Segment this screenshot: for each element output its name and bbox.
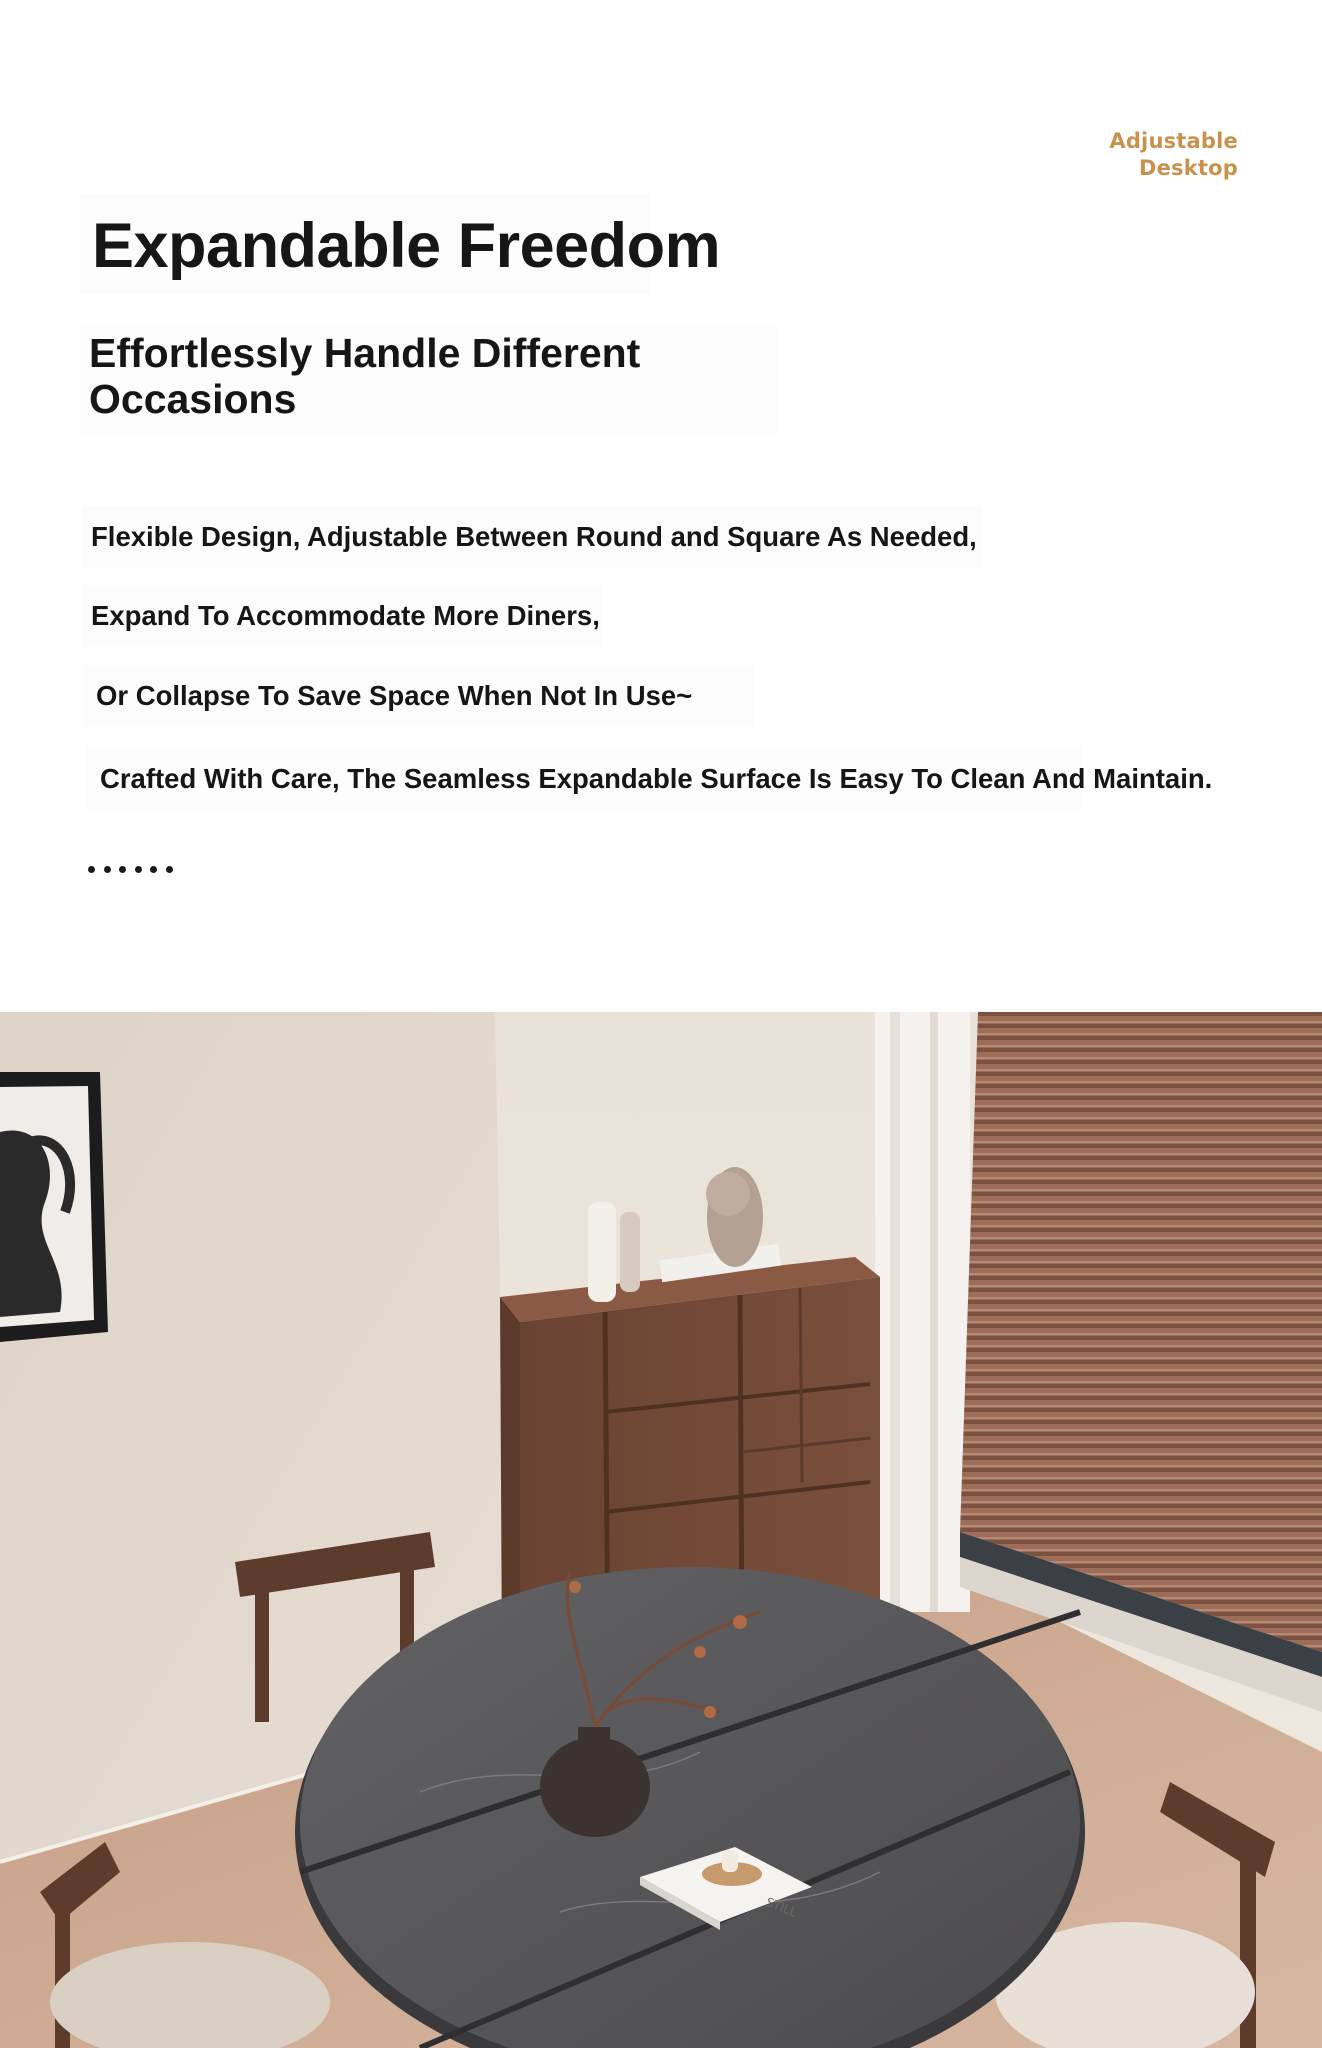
- adjustable-desktop-badge: [1109, 128, 1238, 182]
- subheading: Effortlessly Handle Different Occasions: [80, 326, 780, 434]
- body-line-2: Expand To Accommodate More Diners,: [82, 585, 602, 647]
- badge-line-2: Desktop: [1138, 156, 1238, 180]
- body-line-3: Or Collapse To Save Space When Not In Use~: [84, 665, 754, 727]
- body-line-1: Flexible Design, Adjustable Between Round and Square As Needed,: [82, 506, 982, 568]
- body-line-4: Crafted With Care, The Seamless Expandable Surface Is Easy To Clean And Maintain.: [84, 748, 1084, 810]
- svg-text:STILL: STILL: [763, 1894, 799, 1920]
- headline: Expandable Freedom: [80, 194, 650, 294]
- badge-line-1: Adjustable: [1109, 129, 1238, 153]
- dining-room-photo: [0, 1012, 1322, 2048]
- ellipsis-dots: [88, 866, 173, 873]
